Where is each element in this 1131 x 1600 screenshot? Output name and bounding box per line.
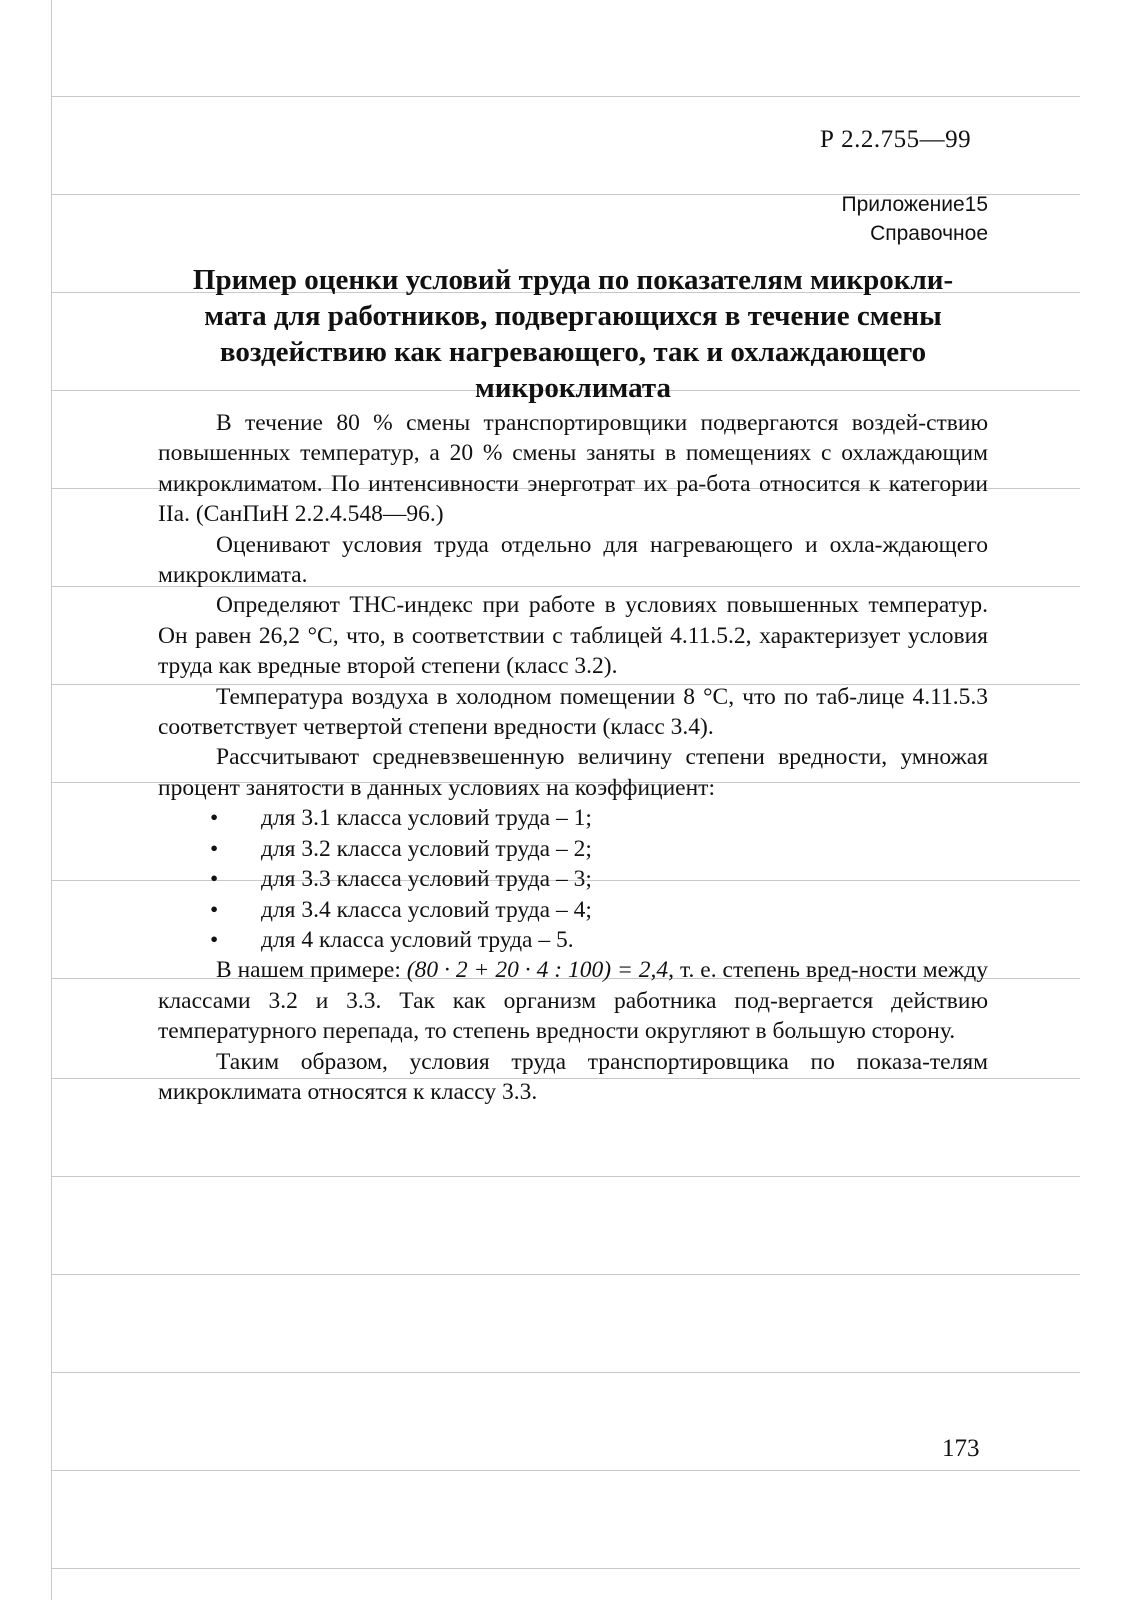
conclusion-paragraph: Таким образом, условия труда транспортировщика по показа-телям микроклимата относятся к классу 3.3. <box>158 1048 988 1105</box>
paragraph: Оценивают условия труда отдельно для нагревающего и охла-ждающего микроклимата. <box>158 531 988 589</box>
page-number: 173 <box>942 1435 980 1462</box>
ruled-line <box>51 1470 1080 1471</box>
ruled-line <box>51 1274 1080 1275</box>
title-line: мата для работников, подвергающихся в течение смены <box>204 300 942 332</box>
paragraph: В течение 80 % смены транспортировщики подвергаются воздей-ствию повышенных температур, а 20 % смены заняты в помещениях с охлаждающим микроклиматом. По интенсивности энерготрат их ра-бота относится к категории IIа. (СанПиН 2.2.4.548—96.) <box>158 410 988 528</box>
page-title <box>158 262 988 406</box>
ruled-line <box>51 1372 1080 1373</box>
list-item: • для 3.1 класса условий труда – 1; <box>158 803 988 833</box>
paragraph: Температура воздуха в холодном помещении 8 °С, что по таб-лице 4.11.5.3 соответствует четвертой степени вредности (класс 3.4). <box>158 683 988 741</box>
ruled-line <box>51 1176 1080 1177</box>
bullet-icon: • <box>210 896 219 923</box>
title-line: Пример оценки условий труда по показателям микрокли- <box>192 264 954 296</box>
ruled-line <box>51 96 1080 97</box>
bullet-icon: • <box>210 805 219 832</box>
example-paragraph: В нашем примере: (80 · 2 + 20 · 4 : 100) = 2,4, т. е. степень вред-ности между классами 3.2 и 3.3. Так как организм работника под-вергается действию температурного перепада, то степень вредности округляют в большую сторону. <box>158 957 988 1045</box>
appendix-number: Приложение15 <box>841 193 988 216</box>
paragraph: Определяют ТНС-индекс при работе в условиях повышенных температур. Он равен 26,2 °С, что, в соответствии с таблицей 4.11.5.2, характеризует условия труда как вредные второй степени (класс 3.2). <box>158 592 988 680</box>
appendix-label <box>841 190 988 248</box>
margin-vertical-line <box>51 0 52 1600</box>
list-item: • для 4 класса условий труда – 5. <box>158 925 988 955</box>
title-line: воздействию как нагревающего, так и охлаждающего <box>219 336 927 368</box>
title-line: микроклимата <box>475 372 671 404</box>
list-item: • для 3.2 класса условий труда – 2; <box>158 834 988 864</box>
bullet-icon: • <box>210 835 219 862</box>
appendix-type: Справочное <box>870 222 988 245</box>
ruled-line <box>51 1568 1080 1569</box>
document-number: Р 2.2.755—99 <box>820 126 972 153</box>
bullet-icon: • <box>210 926 219 953</box>
document-body <box>158 408 988 1107</box>
coefficient-list <box>158 803 988 955</box>
paragraph: Рассчитывают средневзвешенную величину степени вредности, умножая процент занятости в данных условиях на коэффициент: <box>158 744 988 801</box>
list-item: • для 3.4 класса условий труда – 4; <box>158 895 988 925</box>
bullet-icon: • <box>210 866 219 893</box>
formula: (80 · 2 + 20 · 4 : 100) = 2,4, <box>406 957 675 984</box>
list-item: • для 3.3 класса условий труда – 3; <box>158 864 988 894</box>
